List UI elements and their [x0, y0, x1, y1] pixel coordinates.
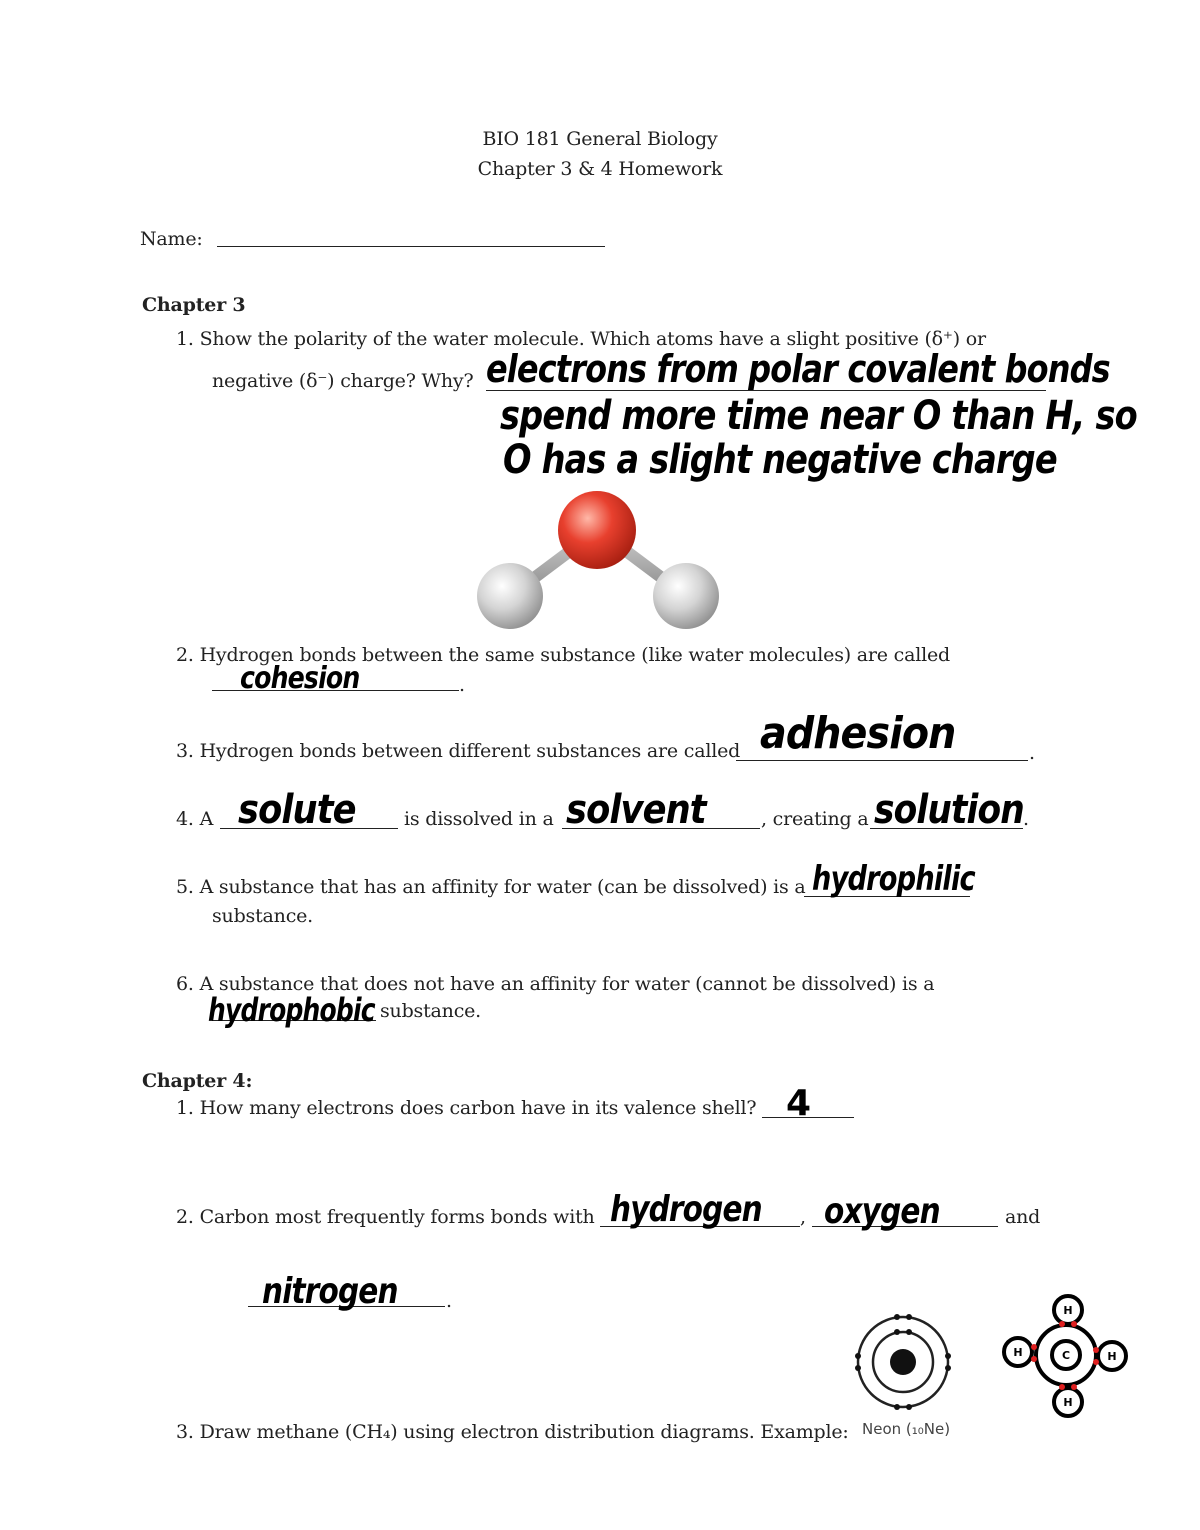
hydrogen-atom-left: [477, 563, 543, 629]
methane-center-label: C: [1061, 1349, 1071, 1362]
ch4-q1-text: 1. How many electrons does carbon have in its valence shell?: [176, 1097, 757, 1119]
methane-electron-diagram: [998, 1290, 1134, 1422]
oxygen-atom: [558, 491, 636, 569]
name-label: Name:: [140, 228, 203, 250]
ch4-q1-answer: 4: [786, 1083, 811, 1124]
ch4-q2-answer1: hydrogen: [610, 1189, 762, 1230]
ch3-q2-end: .: [459, 674, 465, 696]
ch4-q3-text: 3. Draw methane (CH₄) using electron distribution diagrams. Example:: [176, 1421, 849, 1443]
chapter4-heading: Chapter 4:: [142, 1070, 253, 1092]
ch3-q2-answer: cohesion: [240, 661, 360, 696]
ch3-q4-answer3: solution: [874, 787, 1024, 833]
methane-h-label-top: H: [1063, 1304, 1073, 1317]
ch4-q2-end: .: [446, 1290, 452, 1312]
ch3-q1-answer-line1: electrons from polar covalent bonds: [486, 347, 1110, 391]
ch3-q6-text: 6. A substance that does not have an affinity for water (cannot be dissolved) is a: [176, 973, 935, 995]
course-title: BIO 181 General Biology: [482, 128, 718, 150]
ch4-q2-and: and: [1005, 1206, 1041, 1228]
ch4-q2-answer2: oxygen: [824, 1191, 940, 1232]
neon-nucleus: [890, 1349, 916, 1375]
methane-h-label-left: H: [1013, 1346, 1023, 1359]
methane-h-label-bottom: H: [1063, 1396, 1073, 1409]
ch3-q5-text: 5. A substance that has an affinity for water (can be dissolved) is a: [176, 876, 806, 898]
ch3-q3-answer: adhesion: [760, 708, 956, 759]
ch3-q4-answer1: solute: [238, 787, 356, 833]
ch3-q3-end: .: [1029, 742, 1035, 764]
ch3-q3-text: 3. Hydrogen bonds between different substances are called: [176, 740, 741, 762]
ch3-q6-end: substance.: [380, 1000, 482, 1022]
assignment-title: Chapter 3 & 4 Homework: [477, 158, 723, 180]
neon-label: Neon (₁₀Ne): [862, 1420, 951, 1438]
hydrogen-atom-right: [653, 563, 719, 629]
ch3-q4-part2: is dissolved in a: [404, 808, 554, 830]
ch4-q2-answer3: nitrogen: [262, 1271, 398, 1312]
ch3-q5-answer: hydrophilic: [812, 859, 975, 899]
methane-h-label-right: H: [1107, 1350, 1117, 1363]
ch3-q1-answer-line3: O has a slight negative charge: [503, 437, 1057, 483]
ch3-q1-line1: 1. Show the polarity of the water molecule. Which atoms have a slight positive (δ⁺) or: [176, 328, 986, 350]
ch3-q6-answer: hydrophobic: [208, 991, 375, 1029]
ch3-q4-part1: 4. A: [176, 808, 214, 830]
ch3-q4-part3: , creating a: [761, 808, 869, 830]
ch3-q1-line2: negative (δ⁻) charge? Why?: [212, 370, 474, 392]
ch3-q4-answer2: solvent: [566, 787, 706, 833]
ch3-q5-end: substance.: [212, 905, 314, 927]
ch3-q3-answer-line: [736, 760, 1028, 761]
water-molecule-figure: [470, 488, 730, 638]
ch3-q4-end: .: [1023, 808, 1029, 830]
ch3-q2-text: 2. Hydrogen bonds between the same substance (like water molecules) are called: [176, 644, 951, 666]
neon-electron-diagram: [850, 1310, 960, 1410]
ch4-q2-sep: ,: [800, 1206, 806, 1228]
name-input-line[interactable]: [217, 246, 605, 247]
chapter3-heading: Chapter 3: [142, 294, 246, 316]
ch4-q2-text: 2. Carbon most frequently forms bonds with: [176, 1206, 595, 1228]
ch3-q1-answer-line2: spend more time near O than H, so: [500, 393, 1137, 439]
